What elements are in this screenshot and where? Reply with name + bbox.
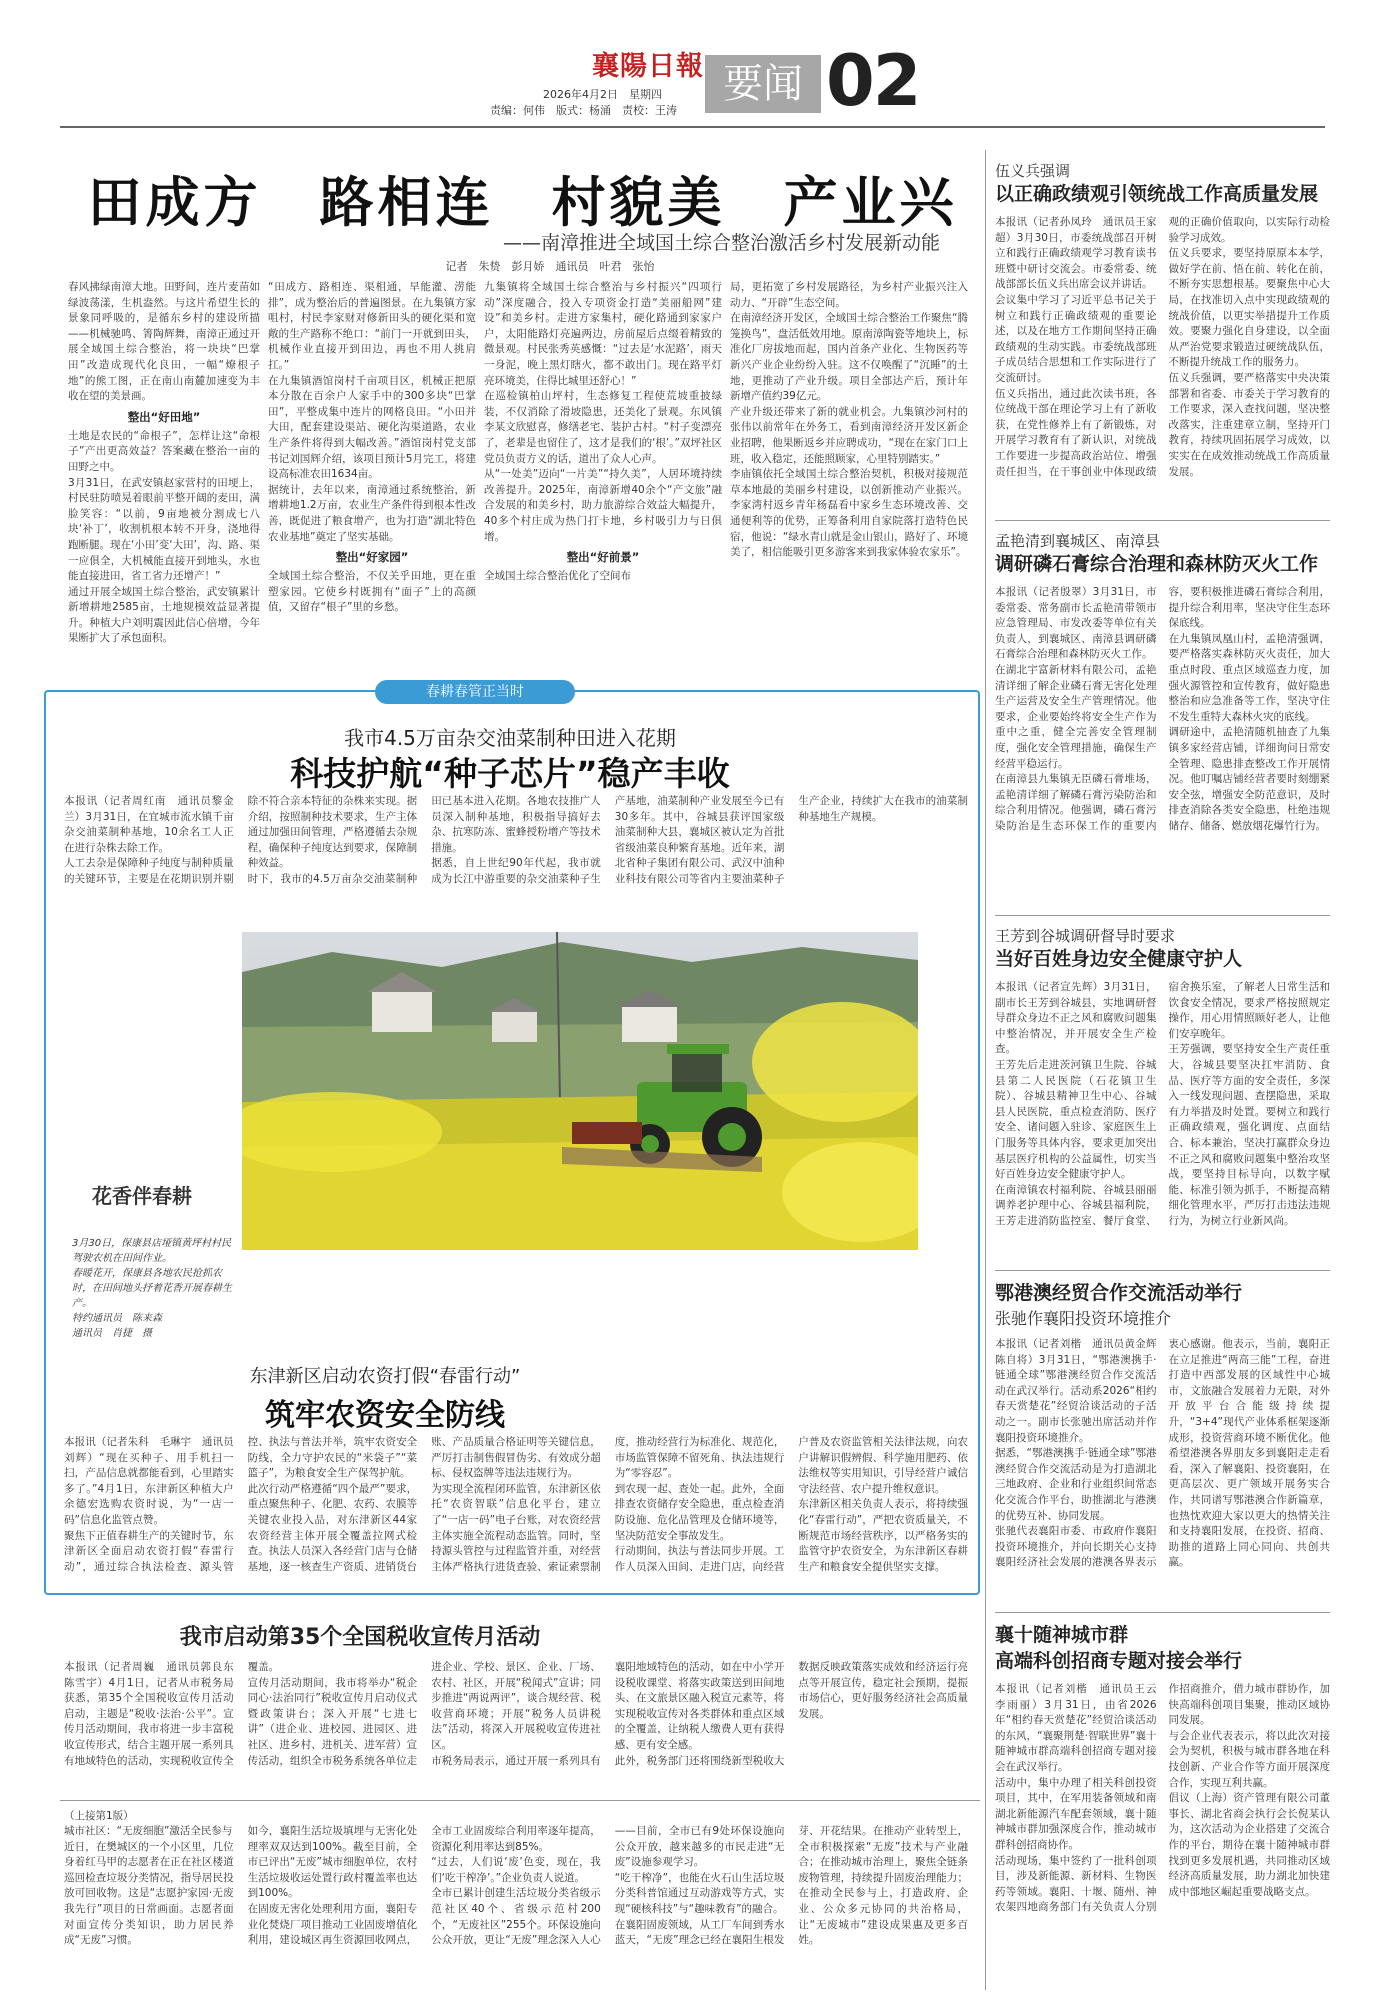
section-label: 要闻 — [705, 55, 821, 113]
lead-paragraph: 局，更拓宽了乡村发展路径，为乡村产业振兴注入动力、“开辟”生态空间。 在南漳经济开发区，全域国土综合整治工作聚焦“腾笼换鸟”，盘活低效用地。原南漳陶瓷等地块上，标准化厂房拔地而起，国内首条产业化、生物医药等新兴产业企业纷纷入驻。这不仅唤醒了“沉睡”的土地，更推动了产业升级。项目全部达产后，预计年新增产值约39亿元。 产业升级还带来了新的就业机会。九集镇沙河村的张伟以前常年在外务工，看到南漳经济开发区新企业招聘，他果断返乡并应聘成功，“现在在家门口上班，收入稳定，还能照顾家，心里特别踏实。” 李庙镇依托全域国土综合整治契机，积极对接规范草本地最的美丽乡村建设，以创新推动产业振兴。李家湾村返乡青年杨磊看中家乡生态环境改善、交通便利等的优势，正筹备利用自家院落打造特色民宿，他说：“绿水青山就是金山银山，路好了、环境美了，相信能吸引更多游客来到我家体验农家乐”。 — [730, 281, 968, 559]
continued-tag: （上接第1版） — [64, 1810, 134, 1822]
lead-column-1 — [68, 280, 260, 678]
sidebar-rule — [995, 1270, 1330, 1271]
spring-kicker: 我市4.5万亩杂交油菜制种田进入花期 — [344, 726, 676, 750]
spring-headline: 科技护航“种子芯片”稳产丰收 — [290, 754, 730, 793]
lead-subheadline: ——南漳推进全域国土综合整治激活乡村发展新动能 — [502, 232, 940, 254]
editors-line: 责编：何伟 版式：杨涌 责校：王涛 — [490, 104, 677, 117]
lead-paragraph: 春风拂绿南漳大地。田野间，连片麦苗如绿波荡漾，生机盎然。与这片希望生长的景象同呼吸的，是循东乡村的建设所描——机械驰鸣、箐陶辉舞，南漳正通过开展全域国土综合整治，将一块块“巴掌田”改造成现代化良田，一幅“燎根子地”的熊工图，正在南山南麓加速变为丰收在望的美景画。 — [68, 281, 260, 403]
masthead-rule — [60, 126, 1325, 128]
sidebar-title: 张驰作襄阳投资环境推介 — [995, 1309, 1172, 1328]
sidebar-story-3 — [995, 925, 1330, 1302]
sidebar-rule — [995, 915, 1330, 916]
sidebar-story-1 — [995, 160, 1330, 520]
lead-paragraph: 九集镇将全域国土综合整治与乡村振兴“四项行动”深度融合，投入专项资金打造“美丽船网”建设”和美乡村。走进方家集村，硬化路通到家家户户，太阳能路灯亮遍两边，房前屋后点缀着精致的微景观。村民张秀英感慨：“过去是‘水泥路’，雨天一身泥，晚上黑灯瞎火，都不敢出门。现在路平灯亮环境美，住得比城里还舒心！” 在巡检镇柏山坪村，生态修复工程使荒坡重披绿装，不仅消除了滑坡隐患，还美化了景观。东风镇李某文欣慰喜，修缮老宅、装护古村。“村子变漂亮了，老辈是也留住了，这才是我们的‘根’。”双坪社区党员负责方义的话，道出了众人心声。 从“一处美”迈向“一片美”“持久美”，人居环境持续改善提升。2025年，南漳新增40余个“产文旅”融合发展的和美乡村，助力旅游综合效益大幅提升，40多个村庄成为热门打卡地，乡村吸引力与日俱增。 — [484, 281, 722, 543]
issue-date: 2026年4月2日 星期四 — [543, 88, 662, 101]
tax-article-body: 本报讯（记者周巍 通讯员郭良东 陈雪宇）4月1日，记者从市税务局获悉，第35个全国税收宣传月活动启动，主题是“税收·法治·公平”。宣传月活动期间，我市将进一步丰富税收宣传形式，结合主题开展一系列具有地域特色的活动，实现税收宣传全覆盖。 宣传月活动期间，我市将举办“税企同心·法治同行”税收宣传月启动仪式暨政策讲台；深入开展“七进七讲”（进企业、进校园、进园区、进社区、进乡村、进机关、进军营）宣传活动，组织全市税务系统各单位走进企业、学校、景区、企业、厂场、农村、社区，开展“税闻式”宣讲；同步推进“两说两评”，谈合规经营、税收营商环境；开展“税务人员讲税法”活动，将深入开展税收宣传进社区。 市税务局表示，通过开展一系列具有襄阳地域特色的活动，如在中小学开设税收课堂、将落实政策送到田间地头、在文旅景区融入税宣元素等，将实现税收宣传对各类群体和重点区域的全覆盖，让纳税人缴费人更有获得感、更有安全感。 此外，税务部门还将围绕新型税收大数据反映政策落实成效和经济运行亮点等开展宣传，稳定社会预期，提振市场信心，更好服务经济社会高质量发展。 — [64, 1661, 968, 1767]
page-number: 02 — [826, 40, 920, 122]
sidebar-rule — [995, 520, 1330, 521]
lead-paragraph: 全域国土综合整治优化了空间布 — [484, 570, 631, 583]
newspaper-logo: 襄陽日報 — [592, 51, 704, 82]
sidebar-body: 本报讯（记者刘楷 通讯员王云 李雨丽）3月31日，由省2026年“相约春天赏楚花”经贸洽谈活动的东风，“襄聚荆楚·智联世界”襄十随神城市群高端科创招商专题对接会在武汉举行。 活动中，集中办理了相关科创投资项目，其中，在军用装备领域和南湖北新能源汽车配套领域，襄十随神城市群加强深度合作，推动城市群科创招商协作。 活动现场，集中签约了一批科创项目，涉及新能源、新材料、生物医药等领域。襄阳、十堰、随州、神农架四地商务部门有关负责人分别作招商推介，借力城市群协作，加快高端科创项目集聚，推动区域协同发展。 与会企业代表表示，将以此次对接会为契机，积极与城市群各地在科技创新、产业合作等方面开展深度合作，实现互利共赢。 倡议（上海）资产管理有限公司董事长、湖北省商会执行会长倪某认为，这次活动为企业搭建了交流合作的平台，期待在襄十随神城市群找到更多发展机遇，共同推动区域经济高质量发展，助力湖北加快建成中部地区崛起重要战略支点。 — [995, 1683, 1330, 1914]
continued-article-body: 城市社区：“无废细胞”激活全民参与 近日，在樊城区的一个小区里，几位身着红马甲的志愿者在正在社区楼道巡回检查垃圾分类情况，指导居民投放可回收物。这是“志愿护家园·无废我先行”项目的日常画面。志愿者面对面宣传分类知识，助力居民养成“无废”习惯。 如今，襄阳生活垃圾填埋与无害化处理率双双达到100%。截至目前，全市已评出“无废”城市细胞单位，农村生活垃圾收运处置行政村覆盖率也达到100%。 在固废无害化处理利用方面，襄阳专业化焚烧厂项目推动工业固废增值化利用，建设城区再生资源回收网点，全市工业固废综合利用率逐年提高，资源化利用率达到85%。 “过去，人们说‘废’色变，现在，我们‘吃干榨净’。”企业负责人说道。 全市已累计创建生活垃圾分类省级示范社区40个、省级示范村200个，“无废社区”255个。环保设施向公众开放，更让“无废”理念深入人心——目前，全市已有9处环保设施向公众开放，越来越多的市民走进“无废”设施参观学习。 “吃干榨净”，也能在火石山生活垃圾分类科普馆通过互动游戏等方式，实现“硬核科技”与“趣味教育”的融合。 在襄阳固废领域，从工厂车间到秀水蓝天，“无废”理念已经在襄阳生根发芽、开花结果。在推动产业转型上，全市积极探索“无废”技术与产业融合；在推动城市治理上，聚焦全链条废物管理，持续提升固废治理能力；在推动全民参与上，打造政府、企业、公众多元协同的共治格局，让“无废城市”建设成果惠及更多百姓。 — [64, 1825, 968, 1947]
sidebar-divider — [985, 150, 986, 1990]
chemicals-article-body: 本报讯（记者朱科 毛琳宇 通讯员刘辉）“现在买种子、用手机扫一扫，产品信息就都能看到，心里踏实多了。”4月1日，东津新区种植大户余德宏选购农资时说，为“一店一码”信息化监管点赞。 聚焦下正值春耕生产的关键时节，东津新区全面启动农资打假“春雷行动”，通过综合执法检查、源头管控、执法与普法并举，筑牢农资安全防线，全力守护农民的“米袋子”“菜篮子”，为粮食安全生产保驾护航。 此次行动严格遵循“四个最严”要求，重点聚焦种子、化肥、农药、农膜等关键农业投入品，对东津新区44家农资经营主体开展全覆盖拉网式检查。执法人员深入各经营门店与仓储基地，逐一核查生产资质、进销货台账、产品质量合格证明等关键信息，严厉打击制售假冒伪劣、有效成分超标、侵权盗牌等违法违规行为。 为实现全流程闭环监管，东津新区依托“农资智联”信息化平台，建立了“一店一码”电子台账，对农资经营主体实施全流程动态监管。同时，坚持源头管控与过程监管并重，对经营主体严格执行进货查验、索证索票制度，推动经营行为标准化、规范化，市场监管保障不留死角、执法违规行为“零容忍”。 到农现一起、查处一起。此外，全面排查农资储存安全隐患，重点检查消防设施、危化品管理及仓储环境等，坚决防范安全事故发生。 行动期间，执法与普法同步开展。工作人员深入田间、走进门店，向经营户普及农资监管相关法律法规，向农户讲解识假辨假、科学施用肥药、依法维权等实用知识，引导经营户诚信守法经营、农户提升维权意识。 东津新区相关负责人表示，将持续强化“春雷行动”，严把农资质量关，不断规范市场经营秩序，以严格务实的监管守护农资安全，为东津新区春耕生产和粮食安全提供坚实支撑。 — [64, 1436, 968, 1573]
sidebar-title: 以正确政绩观引领统战工作高质量发展 — [995, 183, 1319, 205]
sidebar-kicker: 王芳到谷城调研督导时要求 — [995, 927, 1176, 945]
sidebar-story-5 — [995, 1622, 1330, 1977]
sidebar-rule — [995, 1612, 1330, 1613]
lead-column-3 — [484, 280, 722, 678]
sidebar-kicker: 孟艳清到襄城区、南漳县 — [995, 532, 1161, 550]
sidebar-title: 调研磷石膏综合治理和森林防灭火工作 — [995, 553, 1319, 575]
photo-caption: 3月30日，保康县店垭镇黄坪村村民驾驶农机在田间作业。 春暖花开，保康县各地农民抢抓农时，在田间地头抒着花香开展春耕生产。 特约通讯员 陈来森 通讯员 肖捷 摄 — [72, 1238, 232, 1339]
tax-headline: 我市启动第35个全国税收宣传月活动 — [179, 1625, 541, 1650]
photo-illustration — [242, 932, 918, 1250]
lead-headline: 田成方 路相连 村貌美 产业兴 — [87, 170, 958, 234]
lead-column-4 — [730, 280, 968, 678]
lead-paragraph: 全域国土综合整治，不仅关乎田地，更在重塑家园。它使乡村既拥有“面子”上的高颜值，又留存“根子”里的乡愁。 — [268, 570, 476, 614]
sidebar-title: 当好百姓身边安全健康守护人 — [995, 948, 1243, 970]
sidebar-story-2 — [995, 530, 1330, 905]
lead-subhead-1: 整出“好田地” — [127, 409, 201, 424]
photo-title: 花香伴春耕 — [92, 1184, 192, 1208]
sidebar-title: 高端科创招商专题对接会举行 — [995, 1650, 1243, 1672]
tractor-rapeseed-photo — [242, 932, 918, 1250]
chemicals-kicker: 东津新区启动农资打假“春雷行动” — [249, 1366, 521, 1387]
lead-subhead-3: 整出“好前景” — [566, 550, 640, 565]
tax-divider — [60, 1800, 980, 1801]
lead-byline: 记者 朱贽 彭月娇 通讯员 叶君 张怡 — [445, 260, 655, 273]
sidebar-body: 本报讯（记者宣先辉）3月31日，副市长王芳到谷城县，实地调研督导群众身边不正之风和腐败问题集中整治情况，并开展安全生产检查。 王芳先后走进茨河镇卫生院、谷城县第二人民医院（石花镇卫生院）、谷城县精神卫生中心、谷城县人民医院，重点检查消防、医疗安全、诸问题入驻诊、家庭医生上门服务等具体内容，要求更加突出基层医疗机构的公益属性，切实当好百姓身边安全健康守护人。 在南漳镇农村福利院、谷城县丽丽调养老护理中心、谷城县福利院，王芳走进消防监控室、餐厅食堂、宿舍换乐室，了解老人日常生活和饮食安全情况，要求严格按照规定操作，用心用情照顾好老人，让他们安享晚年。 王芳强调，要坚持安全生产责任重大，谷城县要坚决扛牢消防、食品、医疗等方面的安全责任，多深入一线发现问题、查摆隐患，采取有力举措及时处置。要树立和践行正确政绩观，强化调度、点面结合、标本兼治，坚决打赢群众身边不正之风和腐败问题集中整治攻坚战，要坚持目标导向，以数字赋能、标准引领为抓手，不断提高精细化管理水平，严厉打击违法违规行为，为树立行业新风尚。 — [995, 981, 1330, 1227]
lead-paragraph: 土地是农民的“命根子”，怎样让这“命根子”产出更高效益？答案藏在整治一亩的田野之中。 3月31日，在武安镇赵家营村的田埂上，村民驻防喷晃着眼前平整开阔的麦田，满脸笑容：“以前，9亩地被分割成七八块‘补丁’，收割机根本转不开身，浇地得跑断腿。现在‘小田’变‘大田’，沟、路、渠一应俱全，大机械能直接开到地头，水也能直接进田，省工省力还增产！” 通过开展全域国土综合整治，武安镇累计新增耕地2585亩，土地规模效益显著提升。种植大户刘明震因此信心倍增，今年果断扩大了承包面积。 — [68, 429, 260, 645]
sidebar-kicker: 鄂港澳经贸合作交流活动举行 — [995, 1282, 1243, 1304]
sidebar-body: 本报讯（记者殷翠）3月31日，市委常委、常务副市长孟艳清带领市应急管理局、市发改委等单位有关负责人，到襄城区、南漳县调研磷石膏综合治理和森林防灭火工作。 在湖北宇富新材料有限公司，孟艳清详细了解企业磷石膏无害化处理生产运营及安全生产管理情况。他要求，企业要始终将安全生产作为重中之重，健全完善安全管理制度，强化安全管理措施，确保生产经营平稳运行。 在南漳县九集镇无臣磷石膏堆场，孟艳清详细了解磷石膏污染防治和综合利用情况。他强调，磷石膏污染防治是生态环保工作的重要内容，要积极推进磷石膏综合利用，提升综合利用率，坚决守住生态环保底线。 在九集镇凤凰山村，孟艳清强调，要严格落实森林防灭火责任，加大重点时段、重点区域巡查力度，加强火源管控和宣传教育，做好隐患整治和应急准备等工作，坚决守住不发生重特大森林火灾的底线。 调研途中，孟艳清随机抽查了九集镇多家经营店铺，详细询问日常安全管理、隐患排查整改工作开展情况。他叮嘱店铺经营者要时刻绷紧安全弦，增强安全防范意识，及时排查消除各类安全隐患，杜绝违规储存、储备、燃放烟花爆竹行为。 — [995, 586, 1330, 832]
sidebar-body: 本报讯（记者刘楷 通讯员黄金辉 陈自将）3月31日，“鄂港澳携手·链通全球”鄂港澳经贸合作交流活动在武汉举行。活动系2026“相约春天赏楚花”经贸洽谈活动的子活动之一。副市长张驰出席活动并作襄阳投资环境推介。 据悉，“鄂港澳携手·链通全球”鄂港澳经贸合作交流活动是为打造湖北三地政府、企业和行业组织间常态化交流合作平台，助推湖北与港澳的优势互补、协同发展。 张驰代表襄阳市委、市政府作襄阳投资环境推介，并向长期关心支持襄阳经济社会发展的港澳各界表示衷心感谢。他表示，当前，襄阳正在立足推进“两高三能”工程，奋进打造中西部发展的区域性中心城市，文旅融合发展着力无限，对外开放平台合能级持续提升，“3+4”现代产业体系框架逐渐成形，投资营商环境不断优化。他希望港澳各界朋友多到襄阳走走看看，深入了解襄阳、投资襄阳，在更高层次、更广领域开展务实合作，共同谱写鄂港澳合作新篇章，也热忱欢迎大家以更大的热情关注和支持襄阳发展，在投资、招商、助推的道路上同心同向、共创共赢。 — [995, 1338, 1330, 1569]
sidebar-kicker: 襄十随神城市群 — [995, 1624, 1129, 1646]
chemicals-headline: 筑牢农资安全防线 — [265, 1398, 505, 1433]
spring-banner: 春耕春管正当时 — [375, 680, 575, 704]
lead-paragraph: “田成方、路相连、渠相通，旱能灌、涝能排”，成为整治后的普遍图景。在九集镇方家咀村，村民李家财对修新田头的硬化渠和宽敞的生产路称不绝口：“前门一开就到田头，机械作业直接开到田边，再也不用人挑肩扛。” 在九集镇酒馆岗村千亩项目区，机械正把原本分散在百余户人家手中的300多块“巴掌田”，平整成集中连片的网格良田。“小田并大田，配套建设渠站、硬化沟渠道路，农业生产条件将得到大幅改善。”酒馆岗村党支部书记刘国辉介绍，该项目预计5月完工，将建设高标准农田1634亩。 据统计，去年以来，南漳通过系统整治，新增耕地1.2万亩，农业生产条件得到根本性改善，既促进了粮食增产，也为打造“湖北特色农业基地”奠定了坚实基础。 — [268, 281, 476, 543]
spring-article-body: 本报讯（记者周红南 通讯员黎金兰）3月31日，在宜城市流水镇千亩杂交油菜制种基地，10余名工人正在进行杂株去除工作。 人工去杂是保障种子纯度与制种质量的关键环节，主要是在花期识别并剔除不符合亲本特征的杂株来实现。据介绍，按照制种技术要求，生产主体通过加强田间管理，严格遵循去杂规程，确保种子纯度达到要求，保障制种效益。 时下，我市的4.5万亩杂交油菜制种田已基本进入花期。各地农技推广人员深入制种基地，积极指导搞好去杂、抗寒防冻、蜜蜂授粉增产等技术措施。 据悉，自上世纪90年代起，我市就成为长江中游重要的杂交油菜种子生产基地，油菜制种产业发展至今已有30多年。其中，谷城县获评国家级油菜制种大县，襄城区被认定为首批省级油菜良种繁育基地。近年来，湖北省种子集团有限公司、武汉中油种业科技有限公司等省内主要油菜种子生产企业，持续扩大在我市的油菜制种基地生产规模。 — [64, 795, 968, 885]
sidebar-kicker: 伍义兵强调 — [995, 162, 1071, 180]
sidebar-story-4 — [995, 1280, 1330, 1637]
sidebar-body: 本报讯（记者孙凤玲 通讯员王家超）3月30日，市委统战部召开树立和践行正确政绩观学习教育读书班暨中研讨交流会。市委常委、统战部部长伍义兵出席会议并讲话。 会议集中学习了习近平总书记关于树立和践行正确政绩观的重要论述，以及在地方工作期间坚持正确政绩观的生动实践。市委统战部班子成员结合思想和工作实际进行了交流研讨。 伍义兵指出，通过此次读书班，各位统战干部在理论学习上有了新收获，在党性修养上有了新锻炼，对开展学习教育有了新认识，对统战工作要进一步提高政治站位、增强责任担当，在干事创业中体现政绩观的正确价值取向，以实际行动检验学习成效。 伍义兵要求，要坚持原原本本学，做好学在前、悟在前、转化在前，不断夯实思想根基。要聚焦中心大局，在找准切入点中实现政绩观的统战价值，以更实举措提升工作质效。要聚力强化自身建设，以全面从严治党要求锻造过硬统战队伍，不断提升统战工作的服务力。 伍义兵强调，要严格落实中央决策部署和省委、市委关于学习教育的工作要求，深入查找问题，坚决整改落实，注重建章立制，坚持开门教育，持续巩固拓展学习成效，以实实在在成效推动统战工作高质量发展。 — [995, 216, 1330, 478]
lead-column-2 — [268, 280, 476, 678]
lead-subhead-2: 整出“好家园” — [335, 550, 409, 565]
